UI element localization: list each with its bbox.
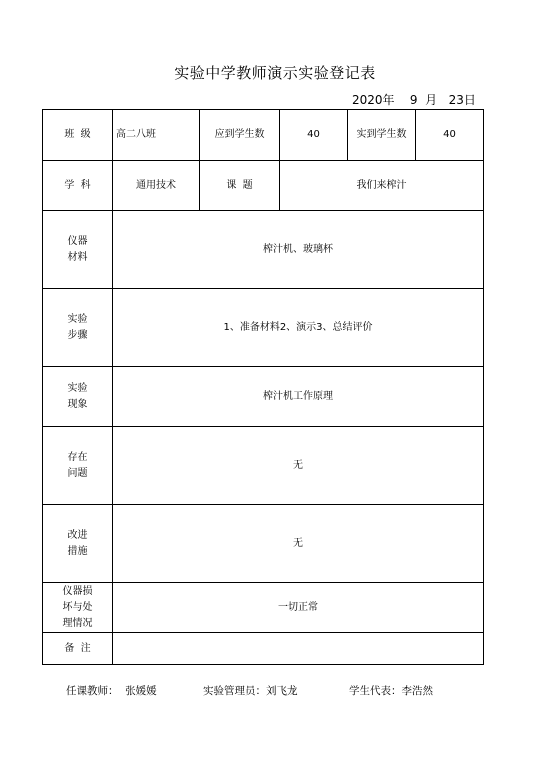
registration-table (42, 109, 484, 665)
date-line (352, 91, 476, 108)
student-signature (349, 683, 433, 698)
teacher-signature (66, 683, 157, 698)
class-row (43, 110, 484, 161)
phenomenon-row (43, 367, 484, 427)
damage-label: 仪器损 坏与处 理情况 (43, 583, 113, 633)
student-name: 李浩然 (401, 685, 433, 697)
equipment-value: 榨汁机、玻璃杯 (113, 211, 484, 289)
damage-row (43, 583, 484, 633)
topic-label: 课 题 (200, 161, 280, 211)
improvements-value: 无 (113, 505, 484, 583)
manager-name: 刘飞龙 (266, 685, 298, 697)
actual-students-value: 40 (416, 110, 484, 161)
steps-value: 1、准备材料2、演示3、总结评价 (113, 289, 484, 367)
remarks-value (113, 633, 484, 665)
expected-students-value: 40 (280, 110, 348, 161)
date-year: 2020年 (352, 93, 395, 107)
steps-row (43, 289, 484, 367)
student-label: 学生代表： (349, 685, 402, 697)
equipment-label: 仪器 材料 (43, 211, 113, 289)
topic-value: 我们来榨汁 (280, 161, 484, 211)
class-value: 高二八班 (113, 110, 200, 161)
equipment-row (43, 211, 484, 289)
remarks-row (43, 633, 484, 665)
problems-value: 无 (113, 427, 484, 505)
problems-row (43, 427, 484, 505)
date-month: 9 (409, 93, 418, 107)
damage-value: 一切正常 (113, 583, 484, 633)
improvements-label: 改进 措施 (43, 505, 113, 583)
subject-label: 学 科 (43, 161, 113, 211)
teacher-name: 张媛媛 (125, 685, 157, 697)
subject-value: 通用技术 (113, 161, 200, 211)
problems-label: 存在 问题 (43, 427, 113, 505)
manager-label: 实验管理员： (203, 685, 266, 697)
subject-row (43, 161, 484, 211)
improvements-row (43, 505, 484, 583)
remarks-label: 备 注 (43, 633, 113, 665)
date-month-unit: 月 (425, 93, 438, 107)
phenomenon-value: 榨汁机工作原理 (113, 367, 484, 427)
date-day: 23日 (448, 93, 476, 107)
expected-students-label: 应到学生数 (200, 110, 280, 161)
class-label: 班 级 (43, 110, 113, 161)
steps-label: 实验 步骤 (43, 289, 113, 367)
actual-students-label: 实到学生数 (348, 110, 416, 161)
manager-signature (203, 683, 298, 698)
teacher-label: 任课教师： (66, 685, 119, 697)
form-title: 实验中学教师演示实验登记表 (174, 64, 376, 82)
phenomenon-label: 实验 现象 (43, 367, 113, 427)
